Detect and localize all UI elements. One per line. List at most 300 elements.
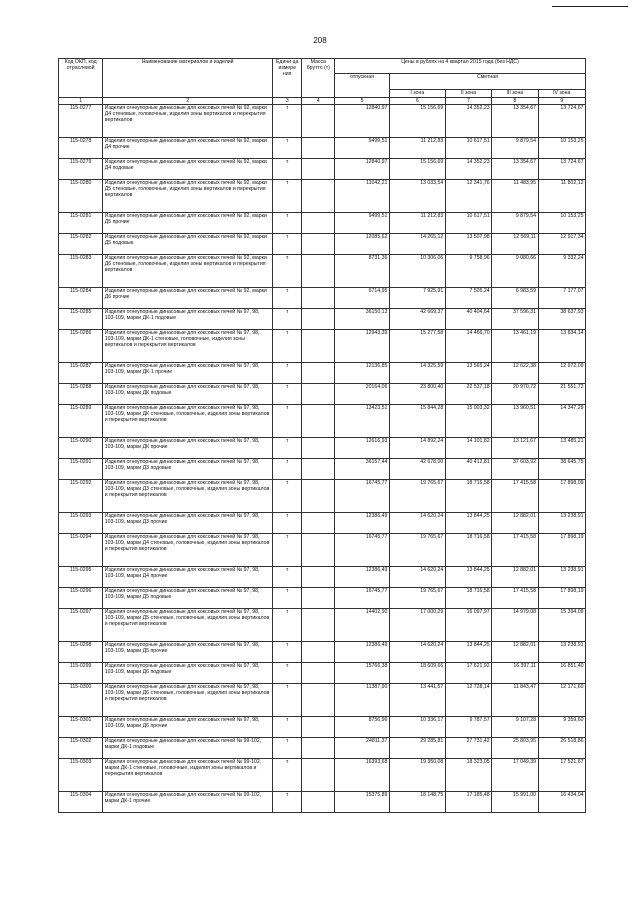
unit-of-measure: т xyxy=(272,759,302,792)
zone-3-price: 13 960,51 xyxy=(492,405,538,438)
release-price: 12840,97 xyxy=(335,159,390,180)
zone-1-price: 19 765,67 xyxy=(389,480,445,513)
zone-2-price: 14 101,82 xyxy=(445,438,491,459)
header-prices-title: Цены в рублях на 4 квартал 2015 года (без НДС) xyxy=(335,59,586,74)
release-price: 15766,38 xyxy=(335,663,390,684)
zone-3-price: 9 879,54 xyxy=(492,213,538,234)
gross-mass xyxy=(302,234,335,255)
product-code: 115-0295 xyxy=(59,567,103,588)
zone-3-price: 13 354,67 xyxy=(492,159,538,180)
product-name: Изделия огнеупорные динасовые для коксовых печей № 92, марки Д4 стеновые, головочные, изделия зоны вертикалов и перекрытия вертикалов xyxy=(103,105,273,138)
product-name: Изделия огнеупорные динасовые для коксовых печей № 99-102, марки ДК-1 стеновые, головочные, изделия зоны вертикалов и перекрытия вертикалов xyxy=(103,759,273,792)
header-zone-3: III зона xyxy=(492,90,538,98)
zone-4-price: 14 347,29 xyxy=(538,405,585,438)
table-row xyxy=(59,405,586,438)
zone-4-price: 17 898,19 xyxy=(538,534,585,567)
zone-3-price: 11 483,95 xyxy=(492,180,538,213)
zone-2-price: 10 617,51 xyxy=(445,213,491,234)
zone-4-price: 7 177,07 xyxy=(538,288,585,309)
zone-2-price: 13 507,98 xyxy=(445,234,491,255)
zone-2-price: 14 352,23 xyxy=(445,105,491,138)
gross-mass xyxy=(302,663,335,684)
release-price: 12616,93 xyxy=(335,438,390,459)
zone-2-price: 13 844,25 xyxy=(445,642,491,663)
zone-1-price: 15 156,69 xyxy=(389,105,445,138)
zone-2-price: 7 505,24 xyxy=(445,288,491,309)
zone-1-price: 14 620,24 xyxy=(389,513,445,534)
table-row xyxy=(59,309,586,330)
zone-4-price: 13 485,21 xyxy=(538,438,585,459)
unit-of-measure: т xyxy=(272,363,302,384)
gross-mass xyxy=(302,513,335,534)
zone-1-price: 15 844,28 xyxy=(389,405,445,438)
gross-mass xyxy=(302,588,335,609)
zone-3-price: 9 080,66 xyxy=(492,255,538,288)
table-row xyxy=(59,792,586,813)
product-code: 115-0284 xyxy=(59,288,103,309)
unit-of-measure: т xyxy=(272,438,302,459)
zone-3-price: 16 397,11 xyxy=(492,663,538,684)
release-price: 36157,44 xyxy=(335,459,390,480)
zone-4-price: 12 972,09 xyxy=(538,363,585,384)
gross-mass xyxy=(302,213,335,234)
zone-1-price: 7 925,91 xyxy=(389,288,445,309)
product-code: 115-0285 xyxy=(59,309,103,330)
zone-3-price: 12 882,01 xyxy=(492,567,538,588)
release-price: 9499,51 xyxy=(335,138,390,159)
zone-4-price: 13 834,14 xyxy=(538,330,585,363)
zone-1-price: 15 277,58 xyxy=(389,330,445,363)
table-row xyxy=(59,534,586,567)
zone-1-price: 14 620,24 xyxy=(389,642,445,663)
header-zone-4: IV зона xyxy=(538,90,585,98)
release-price: 12136,85 xyxy=(335,363,390,384)
zone-2-price: 10 617,51 xyxy=(445,138,491,159)
header-name: Наименование материалов и изделий xyxy=(103,59,273,98)
unit-of-measure: т xyxy=(272,288,302,309)
zone-4-price: 13 724,67 xyxy=(538,105,585,138)
zone-3-price: 9 107,28 xyxy=(492,717,538,738)
product-code: 115-0292 xyxy=(59,480,103,513)
header-zone-2: II зона xyxy=(445,90,491,98)
header-estimate-price: Сметная xyxy=(389,74,585,90)
unit-of-measure: т xyxy=(272,255,302,288)
zone-4-price: 9 332,24 xyxy=(538,255,585,288)
product-code: 115-0294 xyxy=(59,534,103,567)
product-name: Изделия огнеупорные динасовые для коксовых печей № 97, 98, 103-109, марки Д6 стеновые, головочные, изделия зоны вертикалов и перекрытия вертикалов xyxy=(103,684,273,717)
zone-1-price: 10 336,17 xyxy=(389,717,445,738)
release-price: 12386,49 xyxy=(335,567,390,588)
zone-4-price: 12 917,34 xyxy=(538,234,585,255)
product-name: Изделия огнеупорные динасовые для коксовых печей № 97, 98, 103-109, марки Д5 подовые xyxy=(103,588,273,609)
zone-4-price: 21 551,72 xyxy=(538,384,585,405)
gross-mass xyxy=(302,684,335,717)
product-code: 115-0301 xyxy=(59,717,103,738)
zone-4-price: 13 724,67 xyxy=(538,159,585,180)
zone-4-price: 15 394,09 xyxy=(538,609,585,642)
unit-of-measure: т xyxy=(272,459,302,480)
zone-1-price: 14 325,59 xyxy=(389,363,445,384)
release-price: 20164,06 xyxy=(335,384,390,405)
table-row xyxy=(59,459,586,480)
release-price: 6714,95 xyxy=(335,288,390,309)
gross-mass xyxy=(302,459,335,480)
unit-of-measure: т xyxy=(272,309,302,330)
product-name: Изделия огнеупорные динасовые для коксовых печей № 97, 98, 103-109, марки Д5 прочие xyxy=(103,642,273,663)
gross-mass xyxy=(302,738,335,759)
unit-of-measure: т xyxy=(272,609,302,642)
product-code: 115-0299 xyxy=(59,663,103,684)
table-row xyxy=(59,567,586,588)
product-code: 115-0278 xyxy=(59,138,103,159)
zone-3-price: 17 415,58 xyxy=(492,480,538,513)
zone-4-price: 13 238,91 xyxy=(538,567,585,588)
zone-1-price: 10 306,06 xyxy=(389,255,445,288)
table-row xyxy=(59,663,586,684)
column-number: 9 xyxy=(538,98,585,105)
product-code: 115-0287 xyxy=(59,363,103,384)
product-code: 115-0291 xyxy=(59,459,103,480)
table-row xyxy=(59,363,586,384)
zone-1-price: 19 765,67 xyxy=(389,534,445,567)
product-name: Изделия огнеупорные динасовые для коксовых печей № 97, 98, 103-109, марки Д4 стеновые, головочные, изделия зоны вертикалов и перекрытия вертикалов xyxy=(103,534,273,567)
table-row xyxy=(59,642,586,663)
zone-3-price: 37 596,31 xyxy=(492,309,538,330)
gross-mass xyxy=(302,363,335,384)
product-name: Изделия огнеупорные динасовые для коксовых печей № 99-102, марки ДК-1 прочие xyxy=(103,792,273,813)
zone-4-price: 13 238,91 xyxy=(538,642,585,663)
unit-of-measure: т xyxy=(272,159,302,180)
header-unit: Едини ца измере ния xyxy=(272,59,302,98)
zone-2-price: 13 844,25 xyxy=(445,513,491,534)
zone-3-price: 17 415,58 xyxy=(492,534,538,567)
release-price: 16745,77 xyxy=(335,588,390,609)
zone-2-price: 9 758,96 xyxy=(445,255,491,288)
zone-2-price: 15 003,32 xyxy=(445,405,491,438)
zone-1-price: 17 000,29 xyxy=(389,609,445,642)
zone-1-price: 11 212,83 xyxy=(389,213,445,234)
column-number-row xyxy=(59,98,586,105)
unit-of-measure: т xyxy=(272,180,302,213)
zone-2-price: 14 352,23 xyxy=(445,159,491,180)
release-price: 14402,90 xyxy=(335,609,390,642)
product-code: 115-0296 xyxy=(59,588,103,609)
zone-2-price: 12 341,76 xyxy=(445,180,491,213)
unit-of-measure: т xyxy=(272,738,302,759)
zone-1-price: 18 609,66 xyxy=(389,663,445,684)
zone-3-price: 12 882,01 xyxy=(492,513,538,534)
product-name: Изделия огнеупорные динасовые для коксовых печей № 92, марки Д6 стеновые, головочные, изделия зоны вертикалов и перекрытия вертикалов xyxy=(103,255,273,288)
zone-4-price: 9 359,60 xyxy=(538,717,585,738)
unit-of-measure: т xyxy=(272,384,302,405)
zone-2-price: 13 565,24 xyxy=(445,363,491,384)
zone-2-price: 9 787,57 xyxy=(445,717,491,738)
product-name: Изделия огнеупорные динасовые для коксовых печей № 92, марки Д5 подовые xyxy=(103,234,273,255)
product-name: Изделия огнеупорные динасовые для коксовых печей № 92, марки Д5 стеновые, головочные, изделия зоны вертикалов и перекрытия вертикалов xyxy=(103,180,273,213)
zone-4-price: 38 645,75 xyxy=(538,459,585,480)
unit-of-measure: т xyxy=(272,663,302,684)
zone-3-price: 13 121,67 xyxy=(492,438,538,459)
gross-mass xyxy=(302,180,335,213)
column-number: 7 xyxy=(445,98,491,105)
unit-of-measure: т xyxy=(272,105,302,138)
column-number: 4 xyxy=(302,98,335,105)
zone-4-price: 10 153,25 xyxy=(538,138,585,159)
release-price: 16393,68 xyxy=(335,759,390,792)
zone-3-price: 13 354,67 xyxy=(492,105,538,138)
table-row xyxy=(59,213,586,234)
zone-1-price: 42 669,37 xyxy=(389,309,445,330)
zone-2-price: 14 466,70 xyxy=(445,330,491,363)
unit-of-measure: т xyxy=(272,642,302,663)
product-name: Изделия огнеупорные динасовые для коксовых печей № 97, 98, 103-109, марки Д6 подовые xyxy=(103,663,273,684)
gross-mass xyxy=(302,609,335,642)
product-name: Изделия огнеупорные динасовые для коксовых печей № 97, 98, 103-109, марки Д3 прочие xyxy=(103,513,273,534)
zone-1-price: 13 033,54 xyxy=(389,180,445,213)
release-price: 24811,37 xyxy=(335,738,390,759)
product-name: Изделия огнеупорные динасовые для коксовых печей № 97, 98, 103-109, марки ДК-1 прочие xyxy=(103,363,273,384)
table-row xyxy=(59,609,586,642)
column-number: 3 xyxy=(272,98,302,105)
zone-1-price: 15 156,69 xyxy=(389,159,445,180)
product-code: 115-0302 xyxy=(59,738,103,759)
zone-3-price: 14 979,08 xyxy=(492,609,538,642)
header-zone-1: I зона xyxy=(389,90,445,98)
release-price: 9499,51 xyxy=(335,213,390,234)
table-row xyxy=(59,234,586,255)
release-price: 12386,49 xyxy=(335,642,390,663)
unit-of-measure: т xyxy=(272,792,302,813)
zone-3-price: 6 983,59 xyxy=(492,288,538,309)
product-name: Изделия огнеупорные динасовые для коксовых печей № 92, марки Д4 подовые xyxy=(103,159,273,180)
zone-2-price: 40 412,81 xyxy=(445,459,491,480)
zone-2-price: 22 537,18 xyxy=(445,384,491,405)
zone-2-price: 18 716,58 xyxy=(445,480,491,513)
zone-3-price: 25 803,95 xyxy=(492,738,538,759)
unit-of-measure: т xyxy=(272,213,302,234)
column-number: 6 xyxy=(389,98,445,105)
zone-4-price: 17 521,67 xyxy=(538,759,585,792)
product-code: 115-0290 xyxy=(59,438,103,459)
zone-3-price: 15 991,00 xyxy=(492,792,538,813)
zone-1-price: 13 441,57 xyxy=(389,684,445,717)
table-row xyxy=(59,513,586,534)
product-code: 115-0283 xyxy=(59,255,103,288)
zone-2-price: 13 844,25 xyxy=(445,567,491,588)
header-release-price: отпускная xyxy=(335,74,390,98)
zone-4-price: 38 637,93 xyxy=(538,309,585,330)
table-row xyxy=(59,717,586,738)
product-name: Изделия огнеупорные динасовые для коксовых печей № 97, 98, 103-109, марки Д6 прочие xyxy=(103,717,273,738)
product-code: 115-0303 xyxy=(59,759,103,792)
zone-3-price: 37 603,92 xyxy=(492,459,538,480)
release-price: 11042,21 xyxy=(335,180,390,213)
scan-edge-line xyxy=(552,6,628,7)
price-table xyxy=(58,58,586,813)
release-price: 15375,89 xyxy=(335,792,390,813)
gross-mass xyxy=(302,480,335,513)
zone-1-price: 19 765,67 xyxy=(389,588,445,609)
gross-mass xyxy=(302,642,335,663)
gross-mass xyxy=(302,288,335,309)
product-code: 115-0304 xyxy=(59,792,103,813)
product-name: Изделия огнеупорные динасовые для коксовых печей № 97, 98, 103-109, марки ДК прочие xyxy=(103,438,273,459)
release-price: 13423,51 xyxy=(335,405,390,438)
gross-mass xyxy=(302,534,335,567)
zone-2-price: 16 097,97 xyxy=(445,609,491,642)
release-price: 16745,77 xyxy=(335,534,390,567)
zone-1-price: 23 800,40 xyxy=(389,384,445,405)
zone-2-price: 18 323,05 xyxy=(445,759,491,792)
gross-mass xyxy=(302,309,335,330)
gross-mass xyxy=(302,159,335,180)
table-row xyxy=(59,438,586,459)
gross-mass xyxy=(302,759,335,792)
zone-3-price: 13 461,19 xyxy=(492,330,538,363)
gross-mass xyxy=(302,567,335,588)
unit-of-measure: т xyxy=(272,717,302,738)
product-name: Изделия огнеупорные динасовые для коксовых печей № 99-102, марки ДК-1 подовые xyxy=(103,738,273,759)
gross-mass xyxy=(302,438,335,459)
product-code: 115-0279 xyxy=(59,159,103,180)
product-name: Изделия огнеупорные динасовые для коксовых печей № 92, марки Д5 прочие xyxy=(103,213,273,234)
table-row xyxy=(59,738,586,759)
column-number: 8 xyxy=(492,98,538,105)
gross-mass xyxy=(302,717,335,738)
unit-of-measure: т xyxy=(272,480,302,513)
product-name: Изделия огнеупорные динасовые для коксовых печей № 92, марки Д6 прочие xyxy=(103,288,273,309)
zone-1-price: 14 620,24 xyxy=(389,567,445,588)
gross-mass xyxy=(302,384,335,405)
zone-2-price: 40 404,64 xyxy=(445,309,491,330)
unit-of-measure: т xyxy=(272,534,302,567)
product-code: 115-0298 xyxy=(59,642,103,663)
zone-3-price: 17 415,58 xyxy=(492,588,538,609)
unit-of-measure: т xyxy=(272,234,302,255)
product-name: Изделия огнеупорные динасовые для коксовых печей № 97, 98, 103-109, марки Д4 прочие xyxy=(103,567,273,588)
release-price: 12840,97 xyxy=(335,105,390,138)
header-mass: Масса брутто (т) xyxy=(302,59,335,98)
zone-2-price: 18 716,58 xyxy=(445,588,491,609)
release-price: 12943,39 xyxy=(335,330,390,363)
product-code: 115-0300 xyxy=(59,684,103,717)
product-name: Изделия огнеупорные динасовые для коксовых печей № 97, 98, 103-109, марки ДК стеновые, головочные, изделия зоны вертикалов и перекрытия вертикалов xyxy=(103,405,273,438)
release-price: 16745,77 xyxy=(335,480,390,513)
zone-4-price: 16 434,04 xyxy=(538,792,585,813)
column-number: 5 xyxy=(335,98,390,105)
product-name: Изделия огнеупорные динасовые для коксовых печей № 97, 98, 103-109, марки Д5 стеновые, головочные, изделия зоны вертикалов и перекрытия вертикалов xyxy=(103,609,273,642)
release-price: 12386,49 xyxy=(335,513,390,534)
zone-3-price: 9 879,54 xyxy=(492,138,538,159)
zone-4-price: 17 898,19 xyxy=(538,588,585,609)
zone-2-price: 27 731,42 xyxy=(445,738,491,759)
product-code: 115-0297 xyxy=(59,609,103,642)
zone-4-price: 11 802,12 xyxy=(538,180,585,213)
table-row xyxy=(59,759,586,792)
release-price: 36150,13 xyxy=(335,309,390,330)
table-row xyxy=(59,255,586,288)
unit-of-measure: т xyxy=(272,330,302,363)
zone-3-price: 12 882,01 xyxy=(492,642,538,663)
unit-of-measure: т xyxy=(272,684,302,717)
table-row xyxy=(59,384,586,405)
product-code: 115-0280 xyxy=(59,180,103,213)
column-number: 2 xyxy=(103,98,273,105)
header-code: Код ОКП, код отраслевой xyxy=(59,59,103,98)
product-code: 115-0288 xyxy=(59,384,103,405)
gross-mass xyxy=(302,405,335,438)
zone-4-price: 26 518,86 xyxy=(538,738,585,759)
table-row xyxy=(59,588,586,609)
zone-4-price: 13 238,91 xyxy=(538,513,585,534)
zone-3-price: 12 622,38 xyxy=(492,363,538,384)
gross-mass xyxy=(302,792,335,813)
zone-2-price: 12 728,14 xyxy=(445,684,491,717)
unit-of-measure: т xyxy=(272,588,302,609)
zone-4-price: 17 898,09 xyxy=(538,480,585,513)
unit-of-measure: т xyxy=(272,405,302,438)
table-row xyxy=(59,138,586,159)
product-code: 115-0281 xyxy=(59,213,103,234)
zone-4-price: 12 171,60 xyxy=(538,684,585,717)
gross-mass xyxy=(302,330,335,363)
table-row xyxy=(59,105,586,138)
zone-3-price: 11 843,47 xyxy=(492,684,538,717)
zone-4-price: 10 153,25 xyxy=(538,213,585,234)
gross-mass xyxy=(302,105,335,138)
gross-mass xyxy=(302,138,335,159)
table-row xyxy=(59,684,586,717)
unit-of-measure: т xyxy=(272,138,302,159)
zone-3-price: 12 569,11 xyxy=(492,234,538,255)
table-row xyxy=(59,180,586,213)
product-name: Изделия огнеупорные динасовые для коксовых печей № 97, 98, 103-109, марки Д3 стеновые, головочные, изделия зоны вертикалов и перекрытия вертикалов xyxy=(103,480,273,513)
zone-1-price: 14 892,24 xyxy=(389,438,445,459)
release-price: 11387,90 xyxy=(335,684,390,717)
price-table-body xyxy=(59,59,586,813)
product-code: 115-0286 xyxy=(59,330,103,363)
product-name: Изделия огнеупорные динасовые для коксовых печей № 97, 98, 103-109, марки Д3 подовые xyxy=(103,459,273,480)
unit-of-measure: т xyxy=(272,513,302,534)
unit-of-measure: т xyxy=(272,567,302,588)
product-code: 115-0282 xyxy=(59,234,103,255)
product-code: 115-0289 xyxy=(59,405,103,438)
header-row-1 xyxy=(59,59,586,74)
table-row xyxy=(59,330,586,363)
zone-2-price: 17 621,92 xyxy=(445,663,491,684)
table-row xyxy=(59,159,586,180)
product-code: 115-0277 xyxy=(59,105,103,138)
column-number: 1 xyxy=(59,98,103,105)
release-price: 12085,62 xyxy=(335,234,390,255)
zone-3-price: 20 970,72 xyxy=(492,384,538,405)
release-price: 8756,96 xyxy=(335,717,390,738)
release-price: 8731,36 xyxy=(335,255,390,288)
product-name: Изделия огнеупорные динасовые для коксовых печей № 97, 98, 103-109, марки ДК-1 подовые xyxy=(103,309,273,330)
product-name: Изделия огнеупорные динасовые для коксовых печей № 92, марки Д4 прочие xyxy=(103,138,273,159)
page-number: 208 xyxy=(313,36,327,45)
zone-4-price: 16 851,40 xyxy=(538,663,585,684)
product-name: Изделия огнеупорные динасовые для коксовых печей № 97, 98, 103-109, марки ДК подовые xyxy=(103,384,273,405)
table-row xyxy=(59,288,586,309)
zone-1-price: 29 285,81 xyxy=(389,738,445,759)
product-code: 115-0293 xyxy=(59,513,103,534)
zone-2-price: 18 716,58 xyxy=(445,534,491,567)
zone-1-price: 14 265,12 xyxy=(389,234,445,255)
product-name: Изделия огнеупорные динасовые для коксовых печей № 97, 98, 103-109, марки ДК-1 стеновые, головочные, изделия зоны вертикалов и перекрытия вертикалов xyxy=(103,330,273,363)
gross-mass xyxy=(302,255,335,288)
table-row xyxy=(59,480,586,513)
